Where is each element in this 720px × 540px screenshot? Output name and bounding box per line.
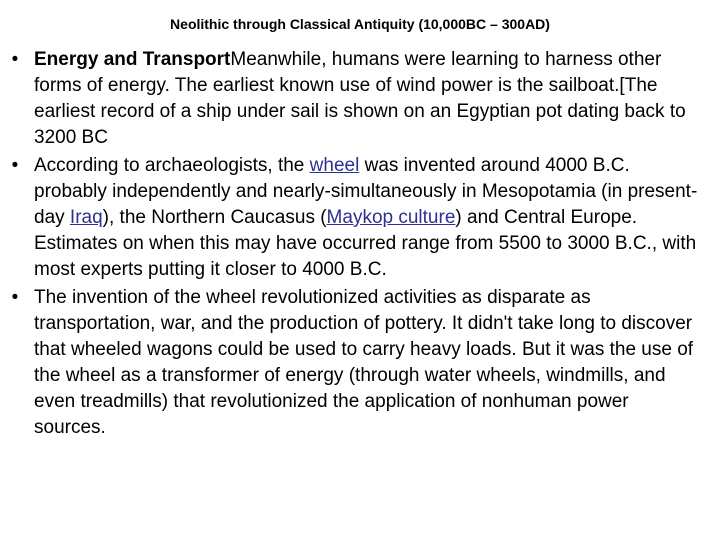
iraq-link[interactable]: Iraq [69,207,103,228]
bullet-text: was invented around 4000 B.C. probably independently and nearly-simultaneously in Mesopotamia (in present-day [34,155,698,228]
bullet-icon: • [11,287,19,308]
bullet-icon: • [11,49,19,70]
maykop-culture-link[interactable]: Maykop culture [326,207,456,228]
bullet-item-energy-transport [0,47,720,151]
bullet-item-wheel-invention [0,153,720,283]
bullet-text: According to archaeologists, the [34,155,310,176]
bullet-icon: • [11,155,19,176]
bullet-heading: Energy and Transport [34,49,231,70]
slide-title: Neolithic through Classical Antiquity (10,000BC – 300AD) [170,16,550,32]
bullet-list [0,47,720,443]
wheel-link[interactable]: wheel [309,155,360,176]
bullet-text: ) and Central Europe. Estimates on when this may have occurred range from 5500 to 3000 B.C., with most experts putting it closer to 4000 B.C. [34,207,697,280]
bullet-item-wheel-revolution [0,285,720,441]
bullet-text: ), the Northern Caucasus ( [102,207,327,228]
bullet-text: The invention of the wheel revolutionized activities as disparate as transportation, war, and the production of pottery. It didn't take long to discover that wheeled wagons could be used to carry heavy loads. But it was the use of the wheel as a transformer of energy (through water wheels, windmills, and even treadmills) that revolutionized the application of nonhuman power sources. [34,287,694,438]
bullet-text: Meanwhile, humans were learning to harness other forms of energy. The earliest known use of wind power is the sailboat.[The earliest record of a ship under sail is shown on an Egyptian pot dating back to 3200 BC [34,49,686,148]
